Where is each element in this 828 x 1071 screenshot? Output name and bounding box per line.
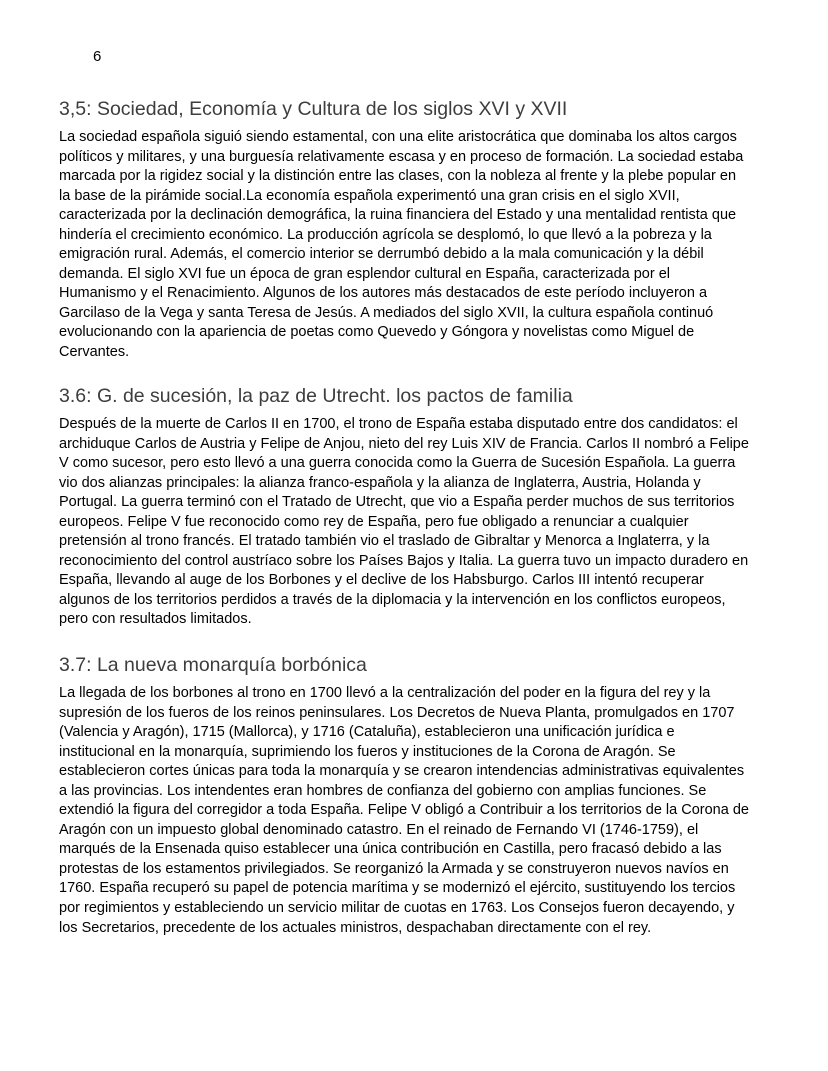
- section-heading: 3.7: La nueva monarquía borbónica: [59, 654, 367, 676]
- section-heading: 3,5: Sociedad, Economía y Cultura de los siglos XVI y XVII: [59, 98, 568, 120]
- page-number: 6: [93, 48, 102, 65]
- section-body: La llegada de los borbones al trono en 1700 llevó a la centralización del poder en la figura del rey y la supresión de los fueros de los reinos peninsulares. Los Decretos de Nueva Planta, promulgados en 1707 (Valencia y Aragón), 1715 (Mallorca), y 1716 (Cataluña), establecieron una unificación jurídica e institucional en la monarquía, suprimiendo los fueros y instituciones de la Corona de Aragón. Se establecieron cortes únicas para toda la monarquía y se crearon intendencias administrativas equivalentes a las provincias. Los intendentes eran hombres de confianza del gobierno con amplias funciones. Se extendió la figura del corregidor a toda España. Felipe V obligó a Contribuir a los territorios de la Corona de Aragón con un impuesto global denominado catastro. En el reinado de Fernando VI (1746-1759), el marqués de la Ensenada quiso establecer una única contribución en Castilla, pero fracasó debido a las protestas de los estamentos privilegiados. Se reorganizó la Armada y se construyeron nuevos navíos en 1760. España recuperó su papel de potencia marítima y se modernizó el ejército, sustituyendo los tercios por regimientos y estableciendo un servicio militar de cuotas en 1763. Los Consejos fueron decayendo, y los Secretarios, precedente de los actuales ministros, despachaban directamente con el rey.: [59, 685, 749, 936]
- section-body: La sociedad española siguió siendo estamental, con una elite aristocrática que dominaba los altos cargos políticos y militares, y una burguesía relativamente escasa y en proceso de formación. La sociedad estaba marcada por la rigidez social y la distinción entre las clases, con la nobleza al frente y la plebe popular en la base de la pirámide social.La economía española experimentó una gran crisis en el siglo XVII, caracterizada por la declinación demográfica, la ruina financiera del Estado y una mentalidad rentista que hindería el crecimiento económico. La producción agrícola se desplomó, lo que llevó a la pobreza y la emigración rural. Además, el comercio interior se derrumbó debido a la mala comunicación y la débil demanda. El siglo XVI fue un época de gran esplendor cultural en España, caracterizada por el Humanismo y el Renacimiento. Algunos de los autores más destacados de este período incluyeron a Garcilaso de la Vega y santa Teresa de Jesús. A mediados del siglo XVII, la cultura española continuó evolucionando con la apariencia de poetas como Quevedo y Góngora y novelistas como Miguel de Cervantes.: [59, 129, 744, 361]
- section-war-of-succession: [59, 383, 749, 630]
- section-heading: 3.6: G. de sucesión, la paz de Utrecht. los pactos de familia: [59, 385, 573, 407]
- section-bourbon-monarchy: [59, 652, 749, 938]
- section-body: Después de la muerte de Carlos II en 1700, el trono de España estaba disputado entre dos candidatos: el archiduque Carlos de Austria y Felipe de Anjou, nieto del rey Luis XIV de Francia. Carlos II nombró a Felipe V como sucesor, pero esto llevó a una guerra conocida como la Guerra de Sucesión Española. La guerra vio dos alianzas principales: la alianza franco-española y la alianza de Inglaterra, Austria, Holanda y Portugal. La guerra terminó con el Tratado de Utrecht, que vio a España perder muchos de sus territorios europeos. Felipe V fue reconocido como rey de España, pero fue obligado a renunciar a cualquier pretensión al trono francés. El tratado también vio el traslado de Gibraltar y Menorca a Inglaterra, y la reconocimiento del control austríaco sobre los Países Bajos y Italia. La guerra tuvo un impacto duradero en España, llevando al auge de los Borbones y el declive de los Habsburgo. Carlos III intentó recuperar algunos de los territorios perdidos a través de la diplomacia y la intervención en los conflictos europeos, pero con resultados limitados.: [59, 416, 749, 628]
- section-society-economy-culture: [59, 96, 749, 363]
